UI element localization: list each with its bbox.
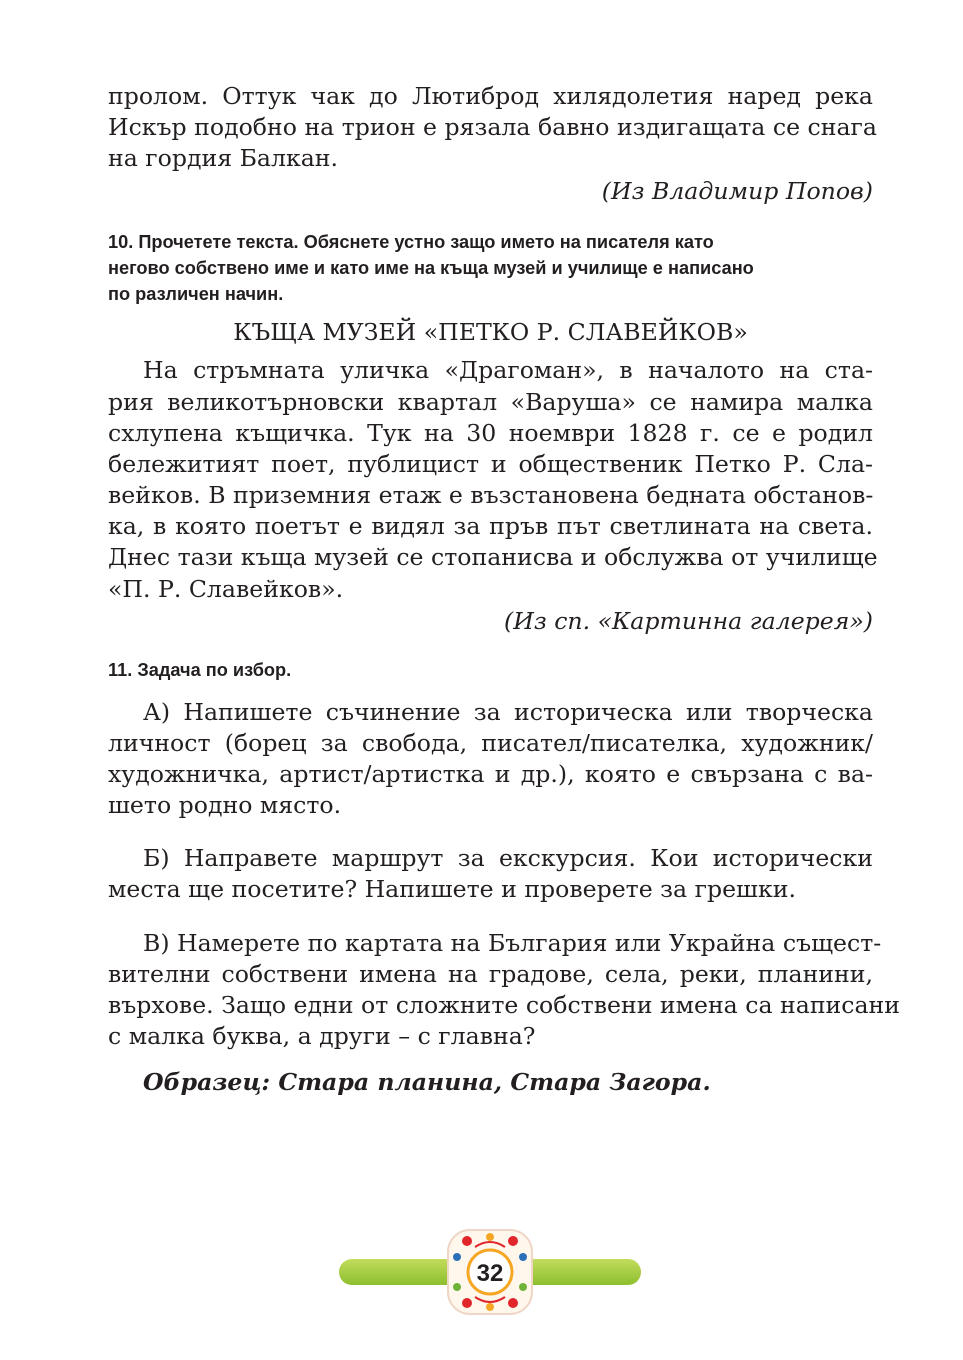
passage2-line: «П. Р. Славейков». [108, 575, 344, 603]
passage1-line: Искър подобно на трион е рязала бавно издигащата се снага [108, 113, 877, 141]
page-number: 32 [476, 1260, 504, 1287]
passage2-line: схлупена къщичка. Тук на 30 ноември 1828 г. се е родил [108, 419, 873, 447]
passage1-line: пролом. Оттук чак до Лютиброд хилядолетия наред река [108, 82, 873, 110]
task11-b-line: Б) Направете маршрут за екскурсия. Кои исторически [143, 844, 873, 872]
passage2-line: Днес тази къща музей се стопанисва и обслужва от училище [108, 543, 878, 571]
passage1-line: на гордия Балкан. [108, 144, 339, 172]
task11-a-line: А) Напишете съчинение за историческа или творческа [143, 698, 873, 726]
task10-line: 10. Прочетете текста. Обяснете устно защо името на писателя като [108, 232, 714, 252]
task10-line: негово собствено име и като име на къща музей и училище е написано [108, 258, 754, 278]
passage2-line: вейков. В приземния етаж е възстановена бедната обстанов- [108, 481, 874, 509]
task11-c-line: с малка буква, а други – с главна? [108, 1022, 536, 1050]
task11-sample: Образец: Стара планина, Стара Загора. [143, 1068, 711, 1096]
passage1-source: (Из Владимир Попов) [601, 177, 873, 205]
task11-b-line: места ще посетите? Напишете и проверете за грешки. [108, 875, 796, 903]
page-number-badge [445, 1227, 535, 1317]
passage2-source: (Из сп. «Картинна галерея») [504, 607, 873, 635]
task11-a-line: личност (борец за свобода, писател/писателка, художник/ [108, 729, 873, 757]
task11-c-line: В) Намерете по картата на България или Украйна същест- [143, 929, 882, 957]
task11-a-line: художничка, артист/артистка и др.), която е свързана с ва- [108, 760, 873, 788]
task11-c-line: вителни собствени имена на градове, села, реки, планини, [108, 960, 873, 988]
task11-heading: 11. Задача по избор. [108, 660, 292, 680]
passage2-line: бележитият поет, публицист и общественик Петко Р. Сла- [108, 450, 873, 478]
passage2-line: На стръмната уличка «Драгоман», в началото на ста- [143, 356, 873, 384]
passage2-title: КЪЩА МУЗЕЙ «ПЕТКО Р. СЛАВЕЙКОВ» [233, 318, 748, 346]
task11-a-line: шето родно място. [108, 791, 342, 819]
task10-line: по различен начин. [108, 284, 284, 304]
passage2-line: ка, в която поетът е видял за пръв път светлината на света. [108, 512, 873, 540]
passage2-line: рия великотърновски квартал «Варуша» се намира малка [108, 388, 873, 416]
task11-c-line: върхове. Защо едни от сложните собствени имена са написани [108, 991, 901, 1019]
